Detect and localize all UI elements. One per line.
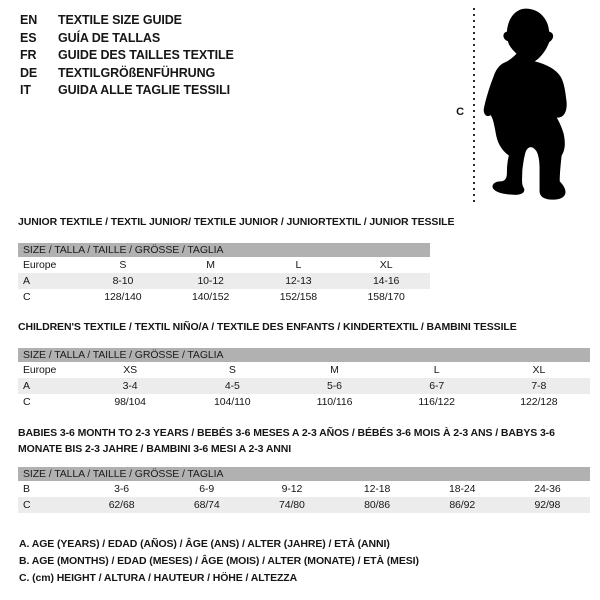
row-label: C <box>23 291 31 303</box>
size-cell: 86/92 <box>449 499 476 511</box>
size-cell: 74/80 <box>279 499 305 511</box>
row-label: C <box>23 396 31 408</box>
row-label: B <box>23 483 30 495</box>
table-row <box>18 394 590 410</box>
language-code: IT <box>20 83 31 97</box>
size-cell: 128/140 <box>104 291 142 303</box>
size-cell: 110/116 <box>316 396 353 408</box>
size-header-bar: SIZE / TALLA / TAILLE / GRÖSSE / TAGLIA <box>18 348 590 362</box>
size-cell: 116/122 <box>418 396 455 408</box>
size-cell: 14-16 <box>372 275 400 287</box>
size-cell: 3-4 <box>122 380 138 392</box>
size-cell: 140/152 <box>191 291 230 303</box>
size-cell: S <box>119 259 127 271</box>
legend-note-a: A. AGE (YEARS) / EDAD (AÑOS) / ÂGE (ANS) / ALTER (JAHRE) / ETÀ (ANNI) <box>19 538 390 550</box>
size-cell: S <box>228 364 236 376</box>
size-cell: 158/170 <box>367 291 405 303</box>
row-label: C <box>23 499 31 511</box>
language-code: FR <box>20 48 37 62</box>
size-header-bar: SIZE / TALLA / TAILLE / GRÖSSE / TAGLIA <box>18 467 590 481</box>
size-cell: 6-7 <box>429 380 445 392</box>
language-code: ES <box>20 30 37 45</box>
size-cell: 18-24 <box>449 483 476 495</box>
size-cell: L <box>433 364 440 376</box>
row-label: Europe <box>23 364 57 376</box>
size-table-junior <box>18 257 430 305</box>
size-cell: 9-12 <box>281 483 303 495</box>
size-cell: 12-13 <box>285 275 312 287</box>
size-cell: 10-12 <box>197 275 224 287</box>
language-code: EN <box>20 13 38 27</box>
guide-title: TEXTILGRÖßENFÜHRUNG <box>58 65 216 80</box>
guide-title: GUÍA DE TALLAS <box>58 30 161 45</box>
size-cell: 62/68 <box>108 499 135 511</box>
size-cell: 98/104 <box>114 396 146 408</box>
row-label: A <box>23 275 30 287</box>
size-cell: 8-10 <box>112 275 134 287</box>
size-cell: 3-6 <box>114 483 130 495</box>
table-row <box>18 273 430 289</box>
legend-note-c: C. (cm) HEIGHT / ALTURA / HAUTEUR / HÖHE / ALTEZZA <box>19 572 298 584</box>
legend-note-b: B. AGE (MONTHS) / EDAD (MESES) / ÂGE (MOIS) / ALTER (MONATE) / ETÀ (MESI) <box>19 555 419 567</box>
section-babies-textile <box>18 425 593 513</box>
measurement-figure <box>0 0 600 215</box>
size-cell: 80/86 <box>364 499 390 511</box>
section-title: BABIES 3-6 MONTH TO 2-3 YEARS / BEBÉS 3-6 MESES A 2-3 AÑOS / BÉBÉS 3-6 MOIS À 2-3 ANS / BABYS 3-6 MONATE BIS 2-3 JAHRE / BAMBINI 3-6 MESI A 2-3 ANNI <box>18 427 555 455</box>
guide-title: TEXTILE SIZE GUIDE <box>58 13 182 27</box>
size-cell: 104/110 <box>214 396 251 408</box>
section-title: JUNIOR TEXTILE / TEXTIL JUNIOR/ TEXTILE JUNIOR / JUNIORTEXTIL / JUNIOR TESSILE <box>18 216 455 228</box>
size-table-children <box>18 362 590 410</box>
table-row <box>18 257 430 273</box>
section-title: CHILDREN'S TEXTILE / TEXTIL NIÑO/A / TEXTILE DES ENFANTS / KINDERTEXTIL / BAMBINI TESSILE <box>18 321 517 333</box>
size-cell: M <box>330 364 339 376</box>
size-cell: 152/158 <box>279 291 317 303</box>
size-cell: 5-6 <box>327 380 342 392</box>
size-cell: XS <box>123 364 137 376</box>
size-cell: M <box>206 259 215 271</box>
table-row <box>18 289 430 305</box>
language-code: DE <box>20 65 38 80</box>
table-row <box>18 481 590 497</box>
size-cell: 122/128 <box>520 396 558 408</box>
baby-silhouette-icon <box>481 5 577 208</box>
size-cell: 4-5 <box>224 380 240 392</box>
size-table-babies <box>18 481 590 513</box>
height-measure-dotted-line <box>473 8 475 206</box>
section-junior-textile <box>18 216 454 305</box>
size-cell: 6-9 <box>199 483 215 495</box>
guide-title: GUIDA ALLE TAGLIE TESSILI <box>58 83 231 97</box>
table-row <box>18 362 590 378</box>
size-cell: XL <box>379 259 393 271</box>
size-cell: 24-36 <box>534 483 561 495</box>
size-cell: L <box>295 259 302 271</box>
table-row <box>18 497 590 513</box>
size-cell: 7-8 <box>531 380 547 392</box>
size-cell: XL <box>532 364 546 376</box>
size-cell: 12-18 <box>363 483 391 495</box>
height-measure-label: C <box>456 106 464 118</box>
guide-title: GUIDE DES TAILLES TEXTILE <box>58 48 234 62</box>
size-header-bar: SIZE / TALLA / TAILLE / GRÖSSE / TAGLIA <box>18 243 430 257</box>
row-label: A <box>23 380 30 392</box>
section-children-textile <box>18 321 590 410</box>
row-label: Europe <box>23 259 57 271</box>
table-row <box>18 378 590 394</box>
size-cell: 92/98 <box>534 499 561 511</box>
size-cell: 68/74 <box>193 499 220 511</box>
legend-notes <box>19 536 419 587</box>
